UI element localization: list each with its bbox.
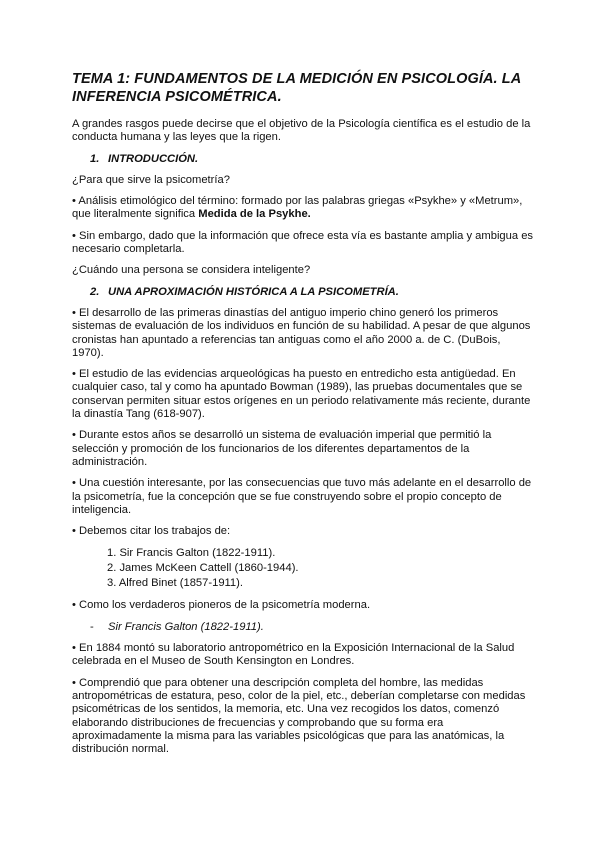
- bullet-paragraph: • Debemos citar los trabajos de:: [72, 525, 231, 538]
- bullet-paragraph: • Como los verdaderos pioneros de la psicometría moderna.: [72, 599, 371, 612]
- document-page: [72, 70, 534, 764]
- bullet-text: • Análisis etimológico del término: formado por las palabras griegas «Psykhe» y «Metrum», que literalmente significa: [72, 195, 523, 221]
- section-title: INTRODUCCIÓN.: [108, 152, 199, 165]
- subheading-text: Sir Francis Galton (1822-1911).: [108, 620, 264, 633]
- subheading-galton: [90, 621, 534, 634]
- question-paragraph: ¿Cuándo una persona se considera inteligente?: [72, 264, 311, 277]
- pioneers-list: [72, 546, 534, 591]
- section-heading-introduccion: [90, 153, 534, 166]
- dash-marker: -: [90, 620, 94, 633]
- document-title: TEMA 1: FUNDAMENTOS DE LA MEDICIÓN EN PSICOLOGÍA. LA INFERENCIA PSICOMÉTRICA.: [72, 71, 521, 105]
- bullet-paragraph: [72, 195, 534, 222]
- list-item: 3. Alfred Binet (1857-1911).: [107, 577, 243, 590]
- bold-term: Medida de la Psykhe.: [198, 208, 311, 221]
- bullet-paragraph: • Sin embargo, dado que la información que ofrece esta vía es bastante amplia y ambigua es necesario completarla.: [72, 229, 534, 256]
- bullet-paragraph: • Comprendió que para obtener una descripción completa del hombre, las medidas antropométricas de estatura, peso, color de la piel, etc., deberían completarse con medidas psicométricas de los sentidos, la memoria, etc. Una vez recogidos los datos, comenzó elaborando distribuciones de frecuencias y comprobando que su forma era aproximadamente la misma para las variables psicológicas que para las anatómicas, la distribución normal.: [72, 676, 526, 756]
- section-heading-historia: [90, 286, 534, 299]
- section-number: 2.: [90, 285, 100, 298]
- bullet-paragraph: • En 1884 montó su laboratorio antropométrico en la Exposición Internacional de la Salud celebrada en el Museo de South Kensington en Londres.: [72, 642, 515, 668]
- intro-paragraph: A grandes rasgos puede decirse que el objetivo de la Psicología científica es el estudio de la conducta humana y las leyes que la rigen.: [72, 118, 531, 144]
- section-title: UNA APROXIMACIÓN HISTÓRICA A LA PSICOMETRÍA.: [108, 285, 399, 298]
- list-item: 1. Sir Francis Galton (1822-1911).: [107, 547, 276, 560]
- list-item: 2. James McKeen Cattell (1860-1944).: [107, 562, 299, 575]
- bullet-paragraph: • El estudio de las evidencias arqueológicas ha puesto en entredicho esta antigüedad. En cualquier caso, tal y como ha apuntado Bowman (1989), las pruebas documentales que se conservan permiten situar estos orígenes en un periodo relativamente más reciente, durante la dinastía Tang (618-907).: [72, 368, 531, 421]
- bullet-paragraph: • El desarrollo de las primeras dinastías del antiguo imperio chino generó los primeros sistemas de evaluación de los individuos en función de su habilidad. A pesar de que algunos cronistas han apuntado a referencias tan antiguas como el año 2000 a. de C. (DuBois, 1970).: [72, 306, 531, 359]
- bullet-paragraph: • Durante estos años se desarrolló un sistema de evaluación imperial que permitió la selección y promoción de los funcionarios de los diferentes departamentos de la administración.: [72, 429, 492, 468]
- question-paragraph: ¿Para que sirve la psicometría?: [72, 173, 230, 186]
- section-number: 1.: [90, 152, 100, 165]
- bullet-paragraph: • Una cuestión interesante, por las consecuencias que tuvo más adelante en el desarrollo de la psicometría, fue la concepción que se fue construyendo sobre el propio concepto de inteligencia.: [72, 477, 532, 516]
